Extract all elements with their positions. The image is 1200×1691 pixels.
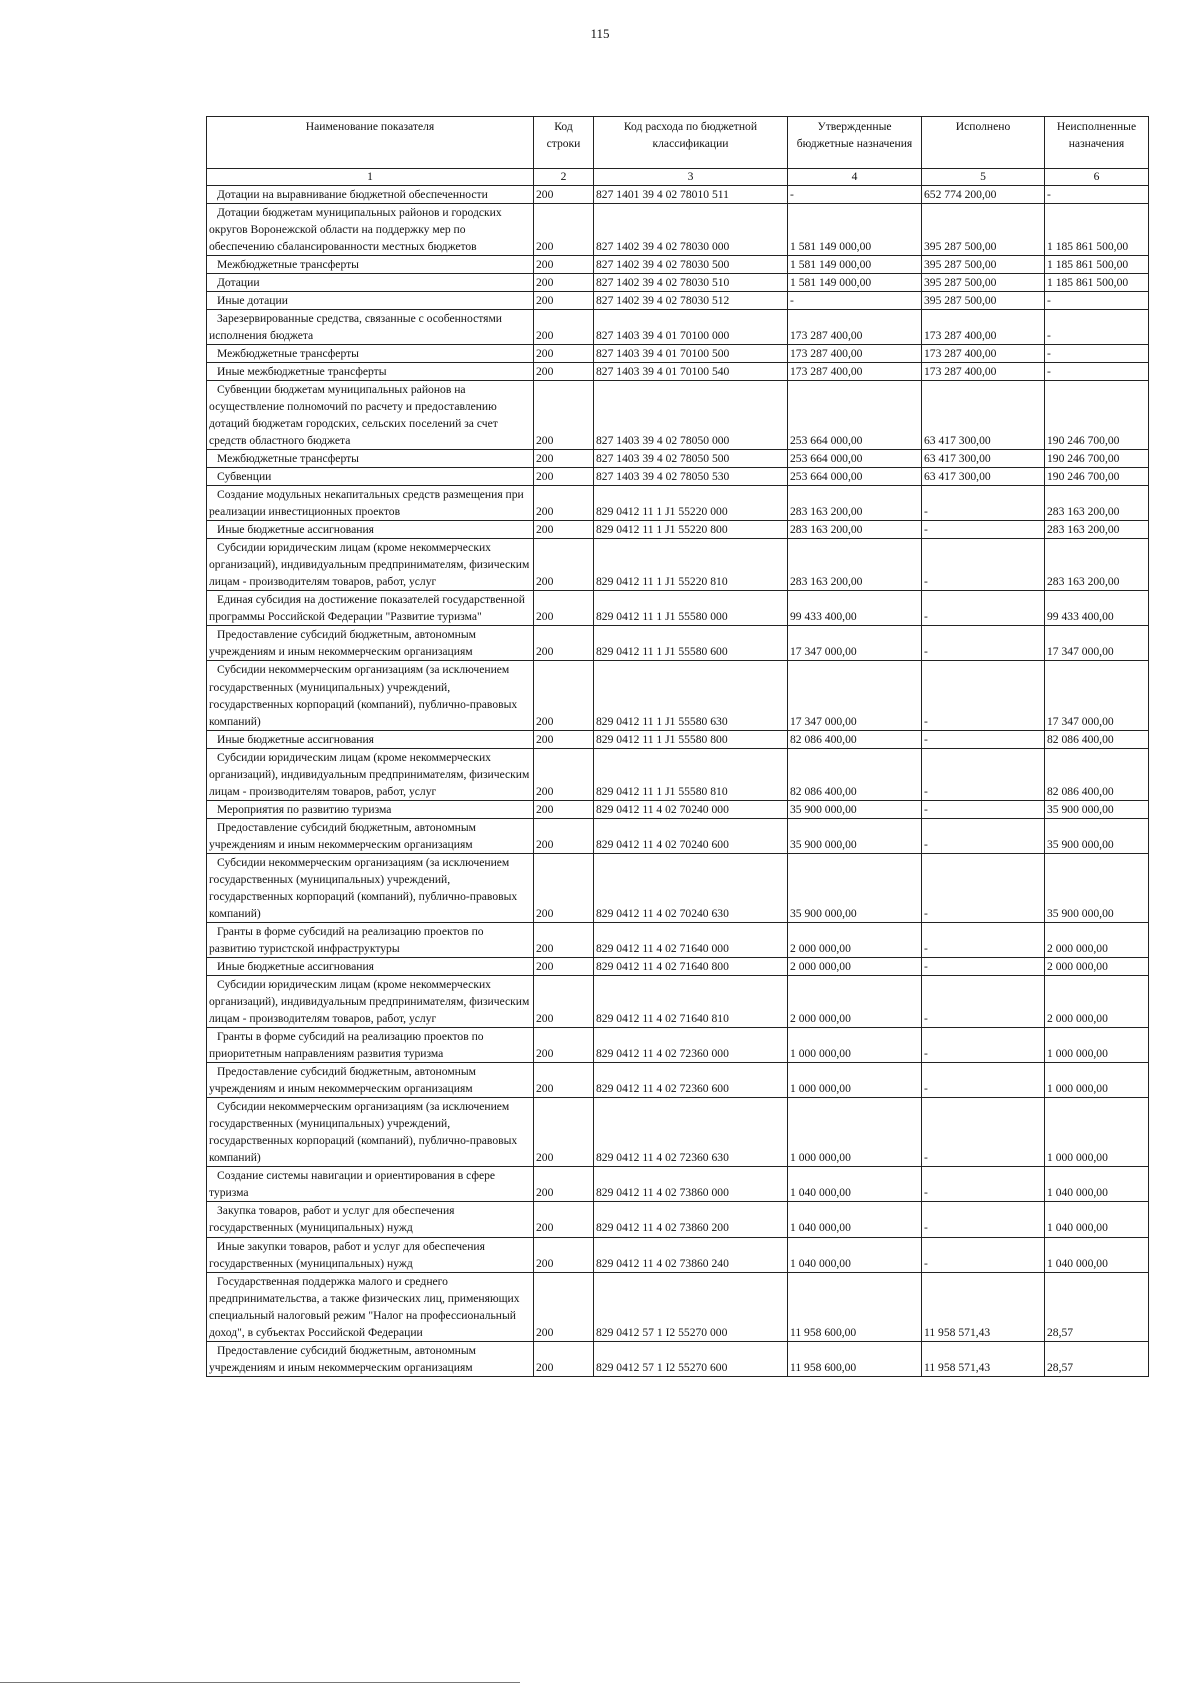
approved-cell: 2 000 000,00 <box>788 958 922 976</box>
indicator-name-cell: Создание системы навигации и ориентирования в сфере туризма <box>207 1167 534 1202</box>
line-code-cell: 200 <box>534 486 594 521</box>
table-row <box>207 661 1149 730</box>
executed-cell: - <box>922 626 1045 661</box>
table-row <box>207 730 1149 748</box>
header-unexecuted: Неисполненные назначения <box>1045 117 1149 169</box>
executed-cell: 395 287 500,00 <box>922 203 1045 255</box>
table-row <box>207 309 1149 344</box>
table-row <box>207 486 1149 521</box>
executed-cell: - <box>922 1167 1045 1202</box>
header-executed: Исполнено <box>922 117 1045 169</box>
indicator-name-cell: Зарезервированные средства, связанные с особенностями исполнения бюджета <box>207 309 534 344</box>
expense-code-cell: 829 0412 11 1 J1 55580 600 <box>594 626 788 661</box>
executed-cell: 173 287 400,00 <box>922 362 1045 380</box>
executed-cell: 395 287 500,00 <box>922 273 1045 291</box>
approved-cell: - <box>788 291 922 309</box>
line-code-cell: 200 <box>534 380 594 449</box>
unexecuted-cell: 17 347 000,00 <box>1045 626 1149 661</box>
table-row <box>207 539 1149 591</box>
approved-cell: 99 433 400,00 <box>788 591 922 626</box>
indicator-name-cell: Мероприятия по развитию туризма <box>207 800 534 818</box>
unexecuted-cell: 17 347 000,00 <box>1045 661 1149 730</box>
indicator-name-cell: Иные бюджетные ассигнования <box>207 958 534 976</box>
executed-cell: - <box>922 748 1045 800</box>
unexecuted-cell: 35 900 000,00 <box>1045 800 1149 818</box>
unexecuted-cell: 99 433 400,00 <box>1045 591 1149 626</box>
unexecuted-cell: 1 040 000,00 <box>1045 1202 1149 1237</box>
expense-code-cell: 829 0412 11 1 J1 55580 000 <box>594 591 788 626</box>
column-number: 2 <box>534 169 594 186</box>
expense-code-cell: 829 0412 11 4 02 73860 200 <box>594 1202 788 1237</box>
expense-code-cell: 827 1403 39 4 01 70100 000 <box>594 309 788 344</box>
column-number: 6 <box>1045 169 1149 186</box>
expense-code-cell: 829 0412 11 4 02 73860 000 <box>594 1167 788 1202</box>
table-row <box>207 468 1149 486</box>
table-row <box>207 291 1149 309</box>
unexecuted-cell: 1 000 000,00 <box>1045 1098 1149 1167</box>
expense-code-cell: 827 1402 39 4 02 78030 000 <box>594 203 788 255</box>
indicator-name-cell: Межбюджетные трансферты <box>207 450 534 468</box>
executed-cell: - <box>922 661 1045 730</box>
executed-cell: - <box>922 1098 1045 1167</box>
indicator-name-cell: Предоставление субсидий бюджетным, автономным учреждениям и иным некоммерческим организациям <box>207 626 534 661</box>
unexecuted-cell: - <box>1045 185 1149 203</box>
approved-cell: 1 581 149 000,00 <box>788 273 922 291</box>
unexecuted-cell: 28,57 <box>1045 1272 1149 1341</box>
table-row <box>207 185 1149 203</box>
approved-cell: 82 086 400,00 <box>788 730 922 748</box>
line-code-cell: 200 <box>534 853 594 922</box>
expense-code-cell: 829 0412 11 1 J1 55580 800 <box>594 730 788 748</box>
indicator-name-cell: Субсидии юридическим лицам (кроме некоммерческих организаций), индивидуальным предпринимателям, физическим лицам - производителям товаров, работ, услуг <box>207 748 534 800</box>
indicator-name-cell: Иные дотации <box>207 291 534 309</box>
line-code-cell: 200 <box>534 450 594 468</box>
indicator-name-cell: Закупка товаров, работ и услуг для обеспечения государственных (муниципальных) нужд <box>207 1202 534 1237</box>
approved-cell: 1 000 000,00 <box>788 1098 922 1167</box>
unexecuted-cell: - <box>1045 309 1149 344</box>
line-code-cell: 200 <box>534 1272 594 1341</box>
expense-code-cell: 829 0412 11 4 02 73860 240 <box>594 1237 788 1272</box>
indicator-name-cell: Иные бюджетные ассигнования <box>207 521 534 539</box>
executed-cell: - <box>922 539 1045 591</box>
expense-code-cell: 827 1402 39 4 02 78030 510 <box>594 273 788 291</box>
table-row <box>207 255 1149 273</box>
expense-code-cell: 829 0412 11 4 02 71640 800 <box>594 958 788 976</box>
executed-cell: - <box>922 521 1045 539</box>
line-code-cell: 200 <box>534 1237 594 1272</box>
table-row <box>207 1063 1149 1098</box>
line-code-cell: 200 <box>534 521 594 539</box>
expense-code-cell: 829 0412 11 4 02 71640 000 <box>594 922 788 957</box>
indicator-name-cell: Дотации на выравнивание бюджетной обеспеченности <box>207 185 534 203</box>
unexecuted-cell: 1 000 000,00 <box>1045 1063 1149 1098</box>
executed-cell: - <box>922 922 1045 957</box>
expense-code-cell: 829 0412 11 1 J1 55220 000 <box>594 486 788 521</box>
expense-code-cell: 827 1402 39 4 02 78030 500 <box>594 255 788 273</box>
expense-code-cell: 827 1402 39 4 02 78030 512 <box>594 291 788 309</box>
approved-cell: 283 163 200,00 <box>788 539 922 591</box>
executed-cell: - <box>922 958 1045 976</box>
line-code-cell: 200 <box>534 922 594 957</box>
executed-cell: - <box>922 1237 1045 1272</box>
line-code-cell: 200 <box>534 1167 594 1202</box>
header-indicator-name: Наименование показателя <box>207 117 534 169</box>
approved-cell: 173 287 400,00 <box>788 362 922 380</box>
expense-code-cell: 827 1403 39 4 02 78050 000 <box>594 380 788 449</box>
line-code-cell: 200 <box>534 185 594 203</box>
approved-cell: 253 664 000,00 <box>788 468 922 486</box>
unexecuted-cell: 1 000 000,00 <box>1045 1028 1149 1063</box>
table-row <box>207 591 1149 626</box>
approved-cell: 35 900 000,00 <box>788 800 922 818</box>
table-row <box>207 203 1149 255</box>
column-number: 5 <box>922 169 1045 186</box>
expense-code-cell: 829 0412 57 1 I2 55270 000 <box>594 1272 788 1341</box>
table-row <box>207 800 1149 818</box>
indicator-name-cell: Предоставление субсидий бюджетным, автономным учреждениям и иным некоммерческим организациям <box>207 1341 534 1376</box>
indicator-name-cell: Субсидии некоммерческим организациям (за исключением государственных (муниципальных) учреждений, государственных корпораций (компаний), публично-правовых компаний) <box>207 661 534 730</box>
expense-code-cell: 827 1401 39 4 02 78010 511 <box>594 185 788 203</box>
approved-cell: 1 040 000,00 <box>788 1167 922 1202</box>
line-code-cell: 200 <box>534 1028 594 1063</box>
approved-cell: 35 900 000,00 <box>788 818 922 853</box>
unexecuted-cell: 82 086 400,00 <box>1045 730 1149 748</box>
approved-cell: 173 287 400,00 <box>788 344 922 362</box>
unexecuted-cell: 283 163 200,00 <box>1045 486 1149 521</box>
table-body <box>207 185 1149 1376</box>
approved-cell: 1 581 149 000,00 <box>788 203 922 255</box>
unexecuted-cell: 1 040 000,00 <box>1045 1167 1149 1202</box>
indicator-name-cell: Создание модульных некапитальных средств размещения при реализации инвестиционных проектов <box>207 486 534 521</box>
line-code-cell: 200 <box>534 291 594 309</box>
indicator-name-cell: Субсидии юридическим лицам (кроме некоммерческих организаций), индивидуальным предпринимателям, физическим лицам - производителям товаров, работ, услуг <box>207 976 534 1028</box>
table-row <box>207 1167 1149 1202</box>
executed-cell: - <box>922 1028 1045 1063</box>
table-row <box>207 1098 1149 1167</box>
approved-cell: 35 900 000,00 <box>788 853 922 922</box>
expense-code-cell: 829 0412 11 4 02 70240 000 <box>594 800 788 818</box>
indicator-name-cell: Гранты в форме субсидий на реализацию проектов по развитию туристской инфраструктуры <box>207 922 534 957</box>
line-code-cell: 200 <box>534 344 594 362</box>
indicator-name-cell: Иные закупки товаров, работ и услуг для обеспечения государственных (муниципальных) нужд <box>207 1237 534 1272</box>
approved-cell: 2 000 000,00 <box>788 976 922 1028</box>
unexecuted-cell: 190 246 700,00 <box>1045 450 1149 468</box>
approved-cell: 283 163 200,00 <box>788 486 922 521</box>
expense-code-cell: 829 0412 11 4 02 72360 600 <box>594 1063 788 1098</box>
expense-code-cell: 829 0412 11 4 02 71640 810 <box>594 976 788 1028</box>
indicator-name-cell: Субсидии некоммерческим организациям (за исключением государственных (муниципальных) учреждений, государственных корпораций (компаний), публично-правовых компаний) <box>207 853 534 922</box>
bottom-divider <box>0 1682 520 1683</box>
indicator-name-cell: Иные межбюджетные трансферты <box>207 362 534 380</box>
approved-cell: 1 581 149 000,00 <box>788 255 922 273</box>
executed-cell: 63 417 300,00 <box>922 450 1045 468</box>
budget-execution-table <box>206 116 1149 1377</box>
header-line-code: Код строки <box>534 117 594 169</box>
executed-cell: 63 417 300,00 <box>922 468 1045 486</box>
expense-code-cell: 829 0412 11 4 02 70240 600 <box>594 818 788 853</box>
executed-cell: 11 958 571,43 <box>922 1341 1045 1376</box>
executed-cell: 63 417 300,00 <box>922 380 1045 449</box>
indicator-name-cell: Гранты в форме субсидий на реализацию проектов по приоритетным направлениям развития туризма <box>207 1028 534 1063</box>
executed-cell: 652 774 200,00 <box>922 185 1045 203</box>
unexecuted-cell: 2 000 000,00 <box>1045 976 1149 1028</box>
unexecuted-cell: 2 000 000,00 <box>1045 922 1149 957</box>
executed-cell: 395 287 500,00 <box>922 255 1045 273</box>
executed-cell: - <box>922 800 1045 818</box>
unexecuted-cell: 1 185 861 500,00 <box>1045 203 1149 255</box>
executed-cell: 11 958 571,43 <box>922 1272 1045 1341</box>
unexecuted-cell: - <box>1045 291 1149 309</box>
approved-cell: 253 664 000,00 <box>788 380 922 449</box>
expense-code-cell: 829 0412 11 1 J1 55580 810 <box>594 748 788 800</box>
approved-cell: 11 958 600,00 <box>788 1272 922 1341</box>
table-row <box>207 1202 1149 1237</box>
line-code-cell: 200 <box>534 1098 594 1167</box>
table-row <box>207 922 1149 957</box>
line-code-cell: 200 <box>534 800 594 818</box>
line-code-cell: 200 <box>534 539 594 591</box>
executed-cell: - <box>922 591 1045 626</box>
unexecuted-cell: 1 185 861 500,00 <box>1045 273 1149 291</box>
executed-cell: - <box>922 853 1045 922</box>
table-row <box>207 1272 1149 1341</box>
line-code-cell: 200 <box>534 1202 594 1237</box>
expense-code-cell: 827 1403 39 4 01 70100 500 <box>594 344 788 362</box>
header-row <box>207 117 1149 169</box>
table-row <box>207 273 1149 291</box>
approved-cell: 253 664 000,00 <box>788 450 922 468</box>
line-code-cell: 200 <box>534 626 594 661</box>
line-code-cell: 200 <box>534 309 594 344</box>
indicator-name-cell: Дотации <box>207 273 534 291</box>
unexecuted-cell: 35 900 000,00 <box>1045 853 1149 922</box>
table-row <box>207 362 1149 380</box>
expense-code-cell: 829 0412 11 1 J1 55220 810 <box>594 539 788 591</box>
unexecuted-cell: 35 900 000,00 <box>1045 818 1149 853</box>
line-code-cell: 200 <box>534 1063 594 1098</box>
executed-cell: - <box>922 1202 1045 1237</box>
expense-code-cell: 829 0412 57 1 I2 55270 600 <box>594 1341 788 1376</box>
unexecuted-cell: 190 246 700,00 <box>1045 380 1149 449</box>
approved-cell: 1 000 000,00 <box>788 1028 922 1063</box>
unexecuted-cell: 1 040 000,00 <box>1045 1237 1149 1272</box>
approved-cell: 82 086 400,00 <box>788 748 922 800</box>
line-code-cell: 200 <box>534 362 594 380</box>
line-code-cell: 200 <box>534 591 594 626</box>
line-code-cell: 200 <box>534 1341 594 1376</box>
unexecuted-cell: - <box>1045 362 1149 380</box>
expense-code-cell: 829 0412 11 4 02 72360 000 <box>594 1028 788 1063</box>
column-number-row <box>207 169 1149 186</box>
column-number: 4 <box>788 169 922 186</box>
indicator-name-cell: Государственная поддержка малого и среднего предпринимательства, а также физических лиц, применяющих специальный налоговый режим "Налог на профессиональный доход", в субъектах Российской Федерации <box>207 1272 534 1341</box>
executed-cell: - <box>922 486 1045 521</box>
unexecuted-cell: 1 185 861 500,00 <box>1045 255 1149 273</box>
table-row <box>207 976 1149 1028</box>
approved-cell: 1 040 000,00 <box>788 1237 922 1272</box>
line-code-cell: 200 <box>534 255 594 273</box>
table-row <box>207 958 1149 976</box>
indicator-name-cell: Субсидии некоммерческим организациям (за исключением государственных (муниципальных) учреждений, государственных корпораций (компаний), публично-правовых компаний) <box>207 1098 534 1167</box>
indicator-name-cell: Иные бюджетные ассигнования <box>207 730 534 748</box>
unexecuted-cell: 190 246 700,00 <box>1045 468 1149 486</box>
approved-cell: 11 958 600,00 <box>788 1341 922 1376</box>
expense-code-cell: 827 1403 39 4 02 78050 500 <box>594 450 788 468</box>
unexecuted-cell: 28,57 <box>1045 1341 1149 1376</box>
indicator-name-cell: Межбюджетные трансферты <box>207 344 534 362</box>
indicator-name-cell: Предоставление субсидий бюджетным, автономным учреждениям и иным некоммерческим организациям <box>207 818 534 853</box>
approved-cell: - <box>788 185 922 203</box>
line-code-cell: 200 <box>534 976 594 1028</box>
approved-cell: 2 000 000,00 <box>788 922 922 957</box>
table-row <box>207 626 1149 661</box>
approved-cell: 17 347 000,00 <box>788 661 922 730</box>
indicator-name-cell: Субвенции бюджетам муниципальных районов на осуществление полномочий по расчету и предоставлению дотаций бюджетам городских, сельских поселений за счет средств областного бюджета <box>207 380 534 449</box>
executed-cell: 173 287 400,00 <box>922 309 1045 344</box>
executed-cell: - <box>922 818 1045 853</box>
expense-code-cell: 829 0412 11 1 J1 55580 630 <box>594 661 788 730</box>
line-code-cell: 200 <box>534 468 594 486</box>
unexecuted-cell: - <box>1045 344 1149 362</box>
header-approved: Утвержденные бюджетные назначения <box>788 117 922 169</box>
expense-code-cell: 829 0412 11 4 02 72360 630 <box>594 1098 788 1167</box>
indicator-name-cell: Субвенции <box>207 468 534 486</box>
table-row <box>207 344 1149 362</box>
expense-code-cell: 827 1403 39 4 02 78050 530 <box>594 468 788 486</box>
table-row <box>207 853 1149 922</box>
column-number: 1 <box>207 169 534 186</box>
line-code-cell: 200 <box>534 661 594 730</box>
indicator-name-cell: Единая субсидия на достижение показателей государственной программы Российской Федерации "Развитие туризма" <box>207 591 534 626</box>
line-code-cell: 200 <box>534 818 594 853</box>
indicator-name-cell: Межбюджетные трансферты <box>207 255 534 273</box>
approved-cell: 1 040 000,00 <box>788 1202 922 1237</box>
table-row <box>207 1341 1149 1376</box>
table-row <box>207 380 1149 449</box>
indicator-name-cell: Предоставление субсидий бюджетным, автономным учреждениям и иным некоммерческим организациям <box>207 1063 534 1098</box>
unexecuted-cell: 283 163 200,00 <box>1045 539 1149 591</box>
executed-cell: 173 287 400,00 <box>922 344 1045 362</box>
table-row <box>207 818 1149 853</box>
executed-cell: 395 287 500,00 <box>922 291 1045 309</box>
executed-cell: - <box>922 1063 1045 1098</box>
table-row <box>207 1237 1149 1272</box>
expense-code-cell: 829 0412 11 1 J1 55220 800 <box>594 521 788 539</box>
line-code-cell: 200 <box>534 958 594 976</box>
approved-cell: 1 000 000,00 <box>788 1063 922 1098</box>
table-row <box>207 521 1149 539</box>
table-row <box>207 450 1149 468</box>
unexecuted-cell: 283 163 200,00 <box>1045 521 1149 539</box>
line-code-cell: 200 <box>534 748 594 800</box>
executed-cell: - <box>922 976 1045 1028</box>
indicator-name-cell: Дотации бюджетам муниципальных районов и городских округов Воронежской области на поддержку мер по обеспечению сбалансированности местных бюджетов <box>207 203 534 255</box>
line-code-cell: 200 <box>534 273 594 291</box>
unexecuted-cell: 2 000 000,00 <box>1045 958 1149 976</box>
indicator-name-cell: Субсидии юридическим лицам (кроме некоммерческих организаций), индивидуальным предпринимателям, физическим лицам - производителям товаров, работ, услуг <box>207 539 534 591</box>
line-code-cell: 200 <box>534 203 594 255</box>
approved-cell: 17 347 000,00 <box>788 626 922 661</box>
approved-cell: 173 287 400,00 <box>788 309 922 344</box>
approved-cell: 283 163 200,00 <box>788 521 922 539</box>
column-number: 3 <box>594 169 788 186</box>
executed-cell: - <box>922 730 1045 748</box>
table-row <box>207 748 1149 800</box>
header-expense-code: Код расхода по бюджетной классификации <box>594 117 788 169</box>
unexecuted-cell: 82 086 400,00 <box>1045 748 1149 800</box>
table-row <box>207 1028 1149 1063</box>
expense-code-cell: 829 0412 11 4 02 70240 630 <box>594 853 788 922</box>
expense-code-cell: 827 1403 39 4 01 70100 540 <box>594 362 788 380</box>
page-number: 115 <box>590 26 610 41</box>
line-code-cell: 200 <box>534 730 594 748</box>
